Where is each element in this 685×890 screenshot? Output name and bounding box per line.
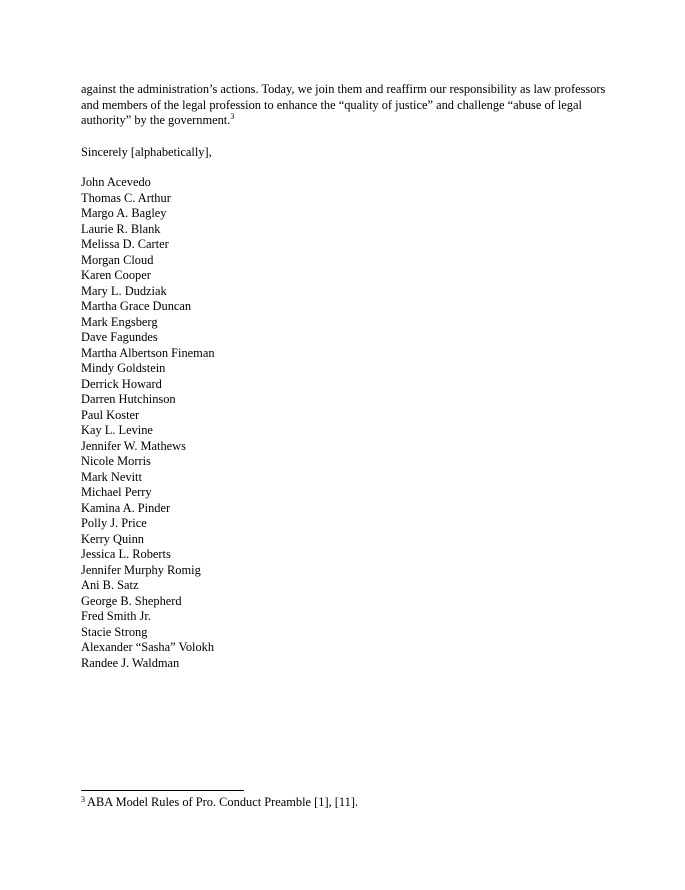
footnote-number: 3 xyxy=(81,795,85,804)
signatory-name: Fred Smith Jr. xyxy=(81,609,151,623)
signatory-name: Polly J. Price xyxy=(81,516,147,530)
signatory-name: Jessica L. Roberts xyxy=(81,547,171,561)
signatory-name: Derrick Howard xyxy=(81,376,162,391)
signatory-name: Laurie R. Blank xyxy=(81,221,161,236)
footnote xyxy=(81,795,358,810)
signatory-name: Paul Koster xyxy=(81,407,140,422)
signatory-name: Martha Albertson Fineman xyxy=(81,345,215,360)
signatory-name: Mary L. Dudziak xyxy=(81,283,167,298)
signatory-name: Melissa D. Carter xyxy=(81,237,169,251)
signatory-name: Martha Grace Duncan xyxy=(81,299,192,313)
signatory-name: Ani B. Satz xyxy=(81,578,139,592)
signatory-name: Michael Perry xyxy=(81,485,152,499)
signatory-name: Randee J. Waldman xyxy=(81,655,180,670)
signatory-name: Nicole Morris xyxy=(81,454,151,468)
letter-closing: Sincerely [alphabetically], xyxy=(81,145,212,159)
footnote-text: ABA Model Rules of Pro. Conduct Preamble [1], [11]. xyxy=(87,795,359,809)
signatory-name: John Acevedo xyxy=(81,175,151,189)
signatory-name: Mark Nevitt xyxy=(81,469,142,484)
signatory-name: Kay L. Levine xyxy=(81,423,153,437)
signatory-name: Kerry Quinn xyxy=(81,531,144,546)
signatory-name: George B. Shepherd xyxy=(81,593,182,608)
signatory-name: Alexander “Sasha” Volokh xyxy=(81,640,215,654)
signatory-name: Mark Engsberg xyxy=(81,314,158,329)
signatory-name: Morgan Cloud xyxy=(81,252,154,267)
signatory-name: Thomas C. Arthur xyxy=(81,190,171,205)
letter-paragraph xyxy=(81,82,611,129)
signatory-name: Dave Fagundes xyxy=(81,330,158,344)
signatory-name: Jennifer Murphy Romig xyxy=(81,562,201,577)
footnote-reference[interactable]: 3 xyxy=(230,112,235,121)
signatory-name: Jennifer W. Mathews xyxy=(81,438,186,453)
paragraph-text: against the administration’s actions. Today, we join them and reaffirm our responsibility as law professors and members of the legal profession to enhance the “quality of justice” and challenge “abuse of legal authority” by the government. xyxy=(81,82,606,127)
signatory-name: Karen Cooper xyxy=(81,268,151,282)
signatory-name: Kamina A. Pinder xyxy=(81,500,171,515)
signatory-name: Mindy Goldstein xyxy=(81,361,166,375)
signatory-name: Darren Hutchinson xyxy=(81,392,176,406)
signatory-name: Margo A. Bagley xyxy=(81,206,167,220)
footnote-separator xyxy=(81,790,244,791)
signatory-name: Stacie Strong xyxy=(81,624,148,639)
signatory-list xyxy=(81,175,215,671)
